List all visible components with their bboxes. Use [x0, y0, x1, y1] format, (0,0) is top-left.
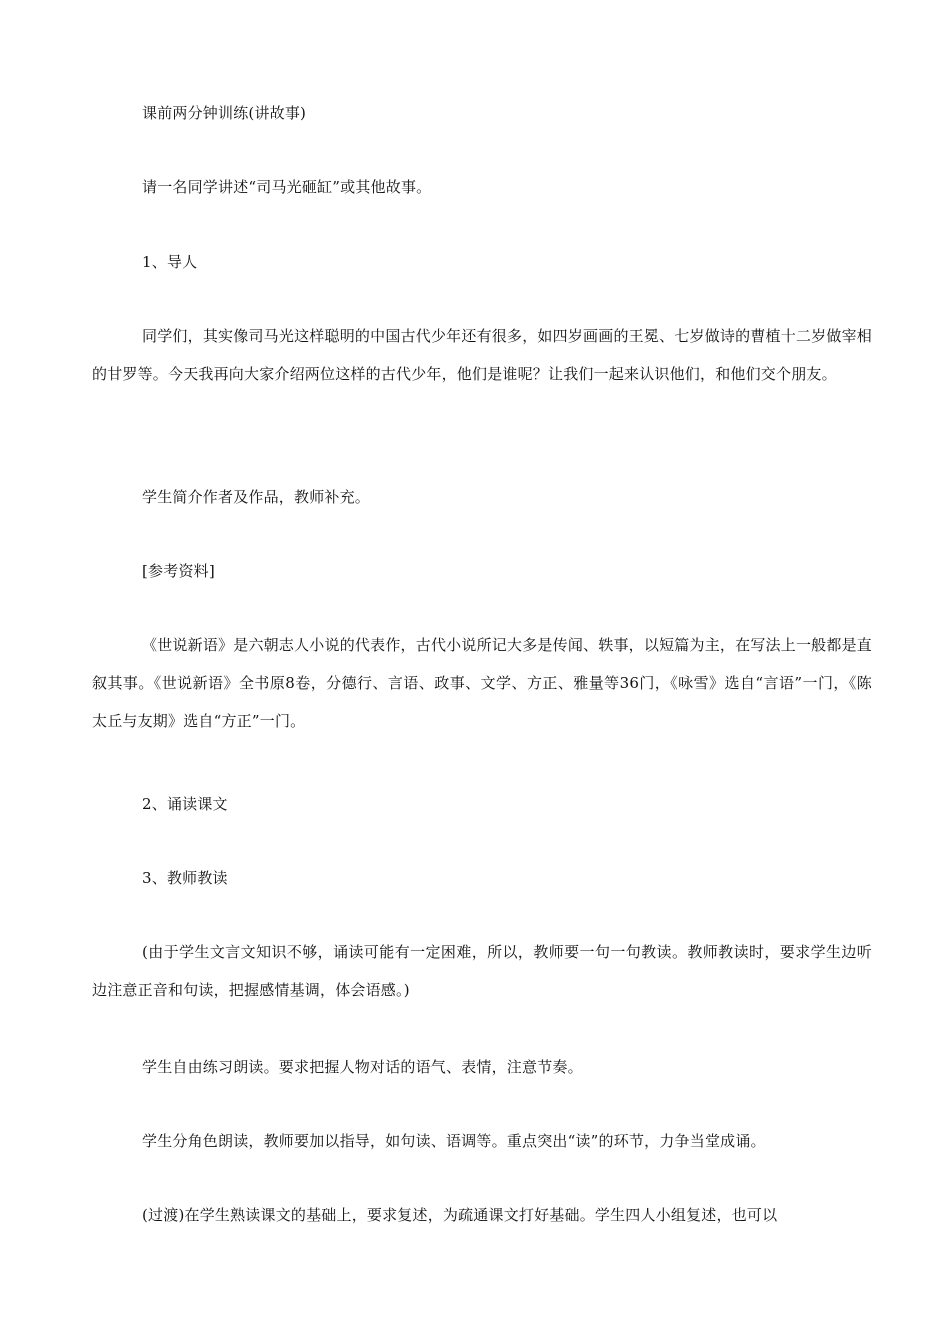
paragraph-warmup-instruction: 请一名同学讲述“司马光砸缸”或其他故事。: [142, 178, 432, 196]
paragraph-teacher-reading-note: (由于学生文言文知识不够，诵读可能有一定困难，所以，教师要一句一句教读。教师教读时，要求学生边听边注意正音和句读，把握感情基调，体会语感。): [92, 943, 872, 999]
paragraph-reference-heading: [参考资料]: [142, 562, 215, 580]
paragraph-introduction: 同学们，其实像司马光这样聪明的中国古代少年还有很多，如四岁画画的王冕、七岁做诗的曹植十二岁做宰相的甘罗等。今天我再向大家介绍两位这样的古代少年，他们是谁呢？让我们一起来认识他们，和他们交个朋友。: [92, 327, 872, 383]
paragraph-reference-material: 《世说新语》是六朝志人小说的代表作，古代小说所记大多是传闻、轶事，以短篇为主，在写法上一般都是直叙其事。《世说新语》全书原8卷，分德行、言语、政事、文学、方正、雅量等36门，《咏雪》选自“言语”一门，《陈太丘与友期》选自“方正”一门。: [92, 636, 872, 730]
paragraph-warmup-title: 课前两分钟训练(讲故事): [142, 104, 307, 122]
paragraph-section-1-heading: 1、导人: [142, 253, 198, 271]
paragraph-transition: (过渡)在学生熟读课文的基础上，要求复述，为疏通课文打好基础。学生四人小组复述，也可以: [142, 1206, 778, 1224]
paragraph-student-intro: 学生简介作者及作品，教师补充。: [142, 488, 371, 506]
paragraph-section-3-heading: 3、教师教读: [142, 869, 228, 887]
paragraph-free-reading: 学生自由练习朗读。要求把握人物对话的语气、表情，注意节奏。: [142, 1058, 583, 1076]
paragraph-section-2-heading: 2、诵读课文: [142, 795, 228, 813]
paragraph-role-reading: 学生分角色朗读，教师要加以指导，如句读、语调等。重点突出“读”的环节，力争当堂成诵。: [142, 1132, 766, 1150]
